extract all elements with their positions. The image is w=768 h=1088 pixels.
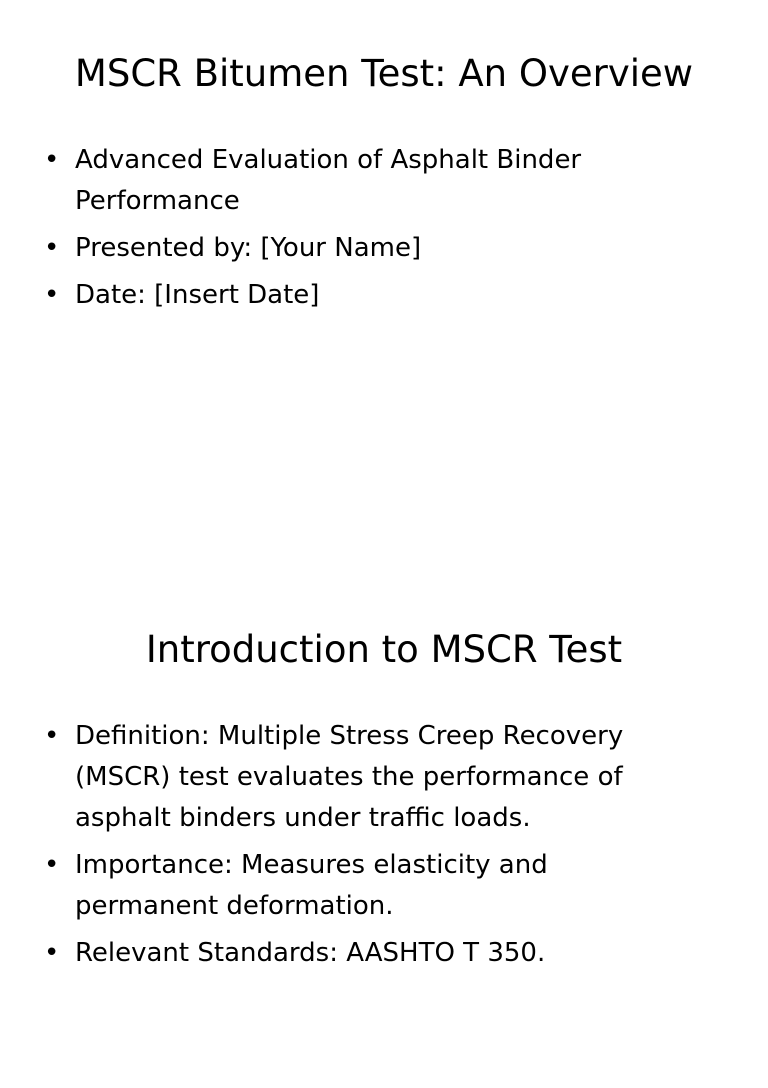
slide-title: Introduction to MSCR Test: [145, 628, 623, 671]
bullet-dot-icon: •: [44, 850, 60, 880]
bullet-text: Definition: Multiple Stress Creep Recovery (MSCR) test evaluates the performance of asphalt binders under traffic loads.: [75, 721, 624, 833]
bullet-dot-icon: •: [44, 145, 60, 175]
bullet-text: Relevant Standards: AASHTO T 350.: [75, 938, 546, 968]
bullet-item: [42, 716, 682, 839]
bullet-item: [42, 275, 682, 316]
bullet-dot-icon: •: [44, 233, 60, 263]
slide-introduction: [0, 576, 768, 1088]
bullet-text: Date: [Insert Date]: [75, 280, 320, 310]
slide-overview: [0, 0, 768, 512]
bullet-item: [42, 228, 682, 269]
slide-title: MSCR Bitumen Test: An Overview: [74, 52, 694, 95]
bullet-dot-icon: •: [44, 721, 60, 751]
bullet-list: [42, 716, 682, 980]
bullet-item: [42, 933, 682, 974]
bullet-dot-icon: •: [44, 938, 60, 968]
bullet-text: Presented by: [Your Name]: [75, 233, 422, 263]
bullet-item: [42, 140, 682, 222]
bullet-text: Advanced Evaluation of Asphalt Binder Performance: [75, 145, 582, 216]
bullet-text: Importance: Measures elasticity and permanent deformation.: [75, 850, 548, 921]
bullet-list: [42, 140, 682, 322]
bullet-dot-icon: •: [44, 280, 60, 310]
bullet-item: [42, 845, 682, 927]
